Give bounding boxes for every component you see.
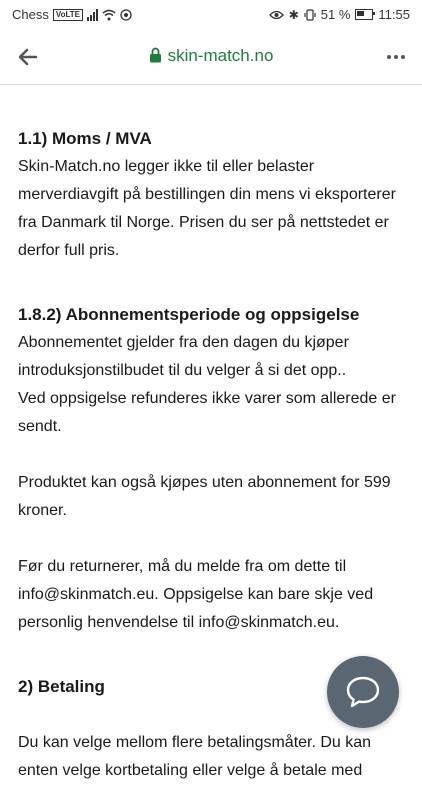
paragraph: Produktet kan også kjøpes uten abonnement for 599 kroner. [18, 474, 391, 519]
bluetooth-icon: ✱ [288, 7, 299, 22]
dot [394, 55, 398, 59]
clock: 11:55 [378, 7, 410, 22]
overflow-menu-button[interactable] [382, 43, 410, 71]
wifi-icon [102, 9, 116, 21]
url-domain: skin-match.no [167, 46, 274, 65]
paragraph: Abonnementet gjelder fra den dagen du kjøper introduksjonstilbudet til du velger å si det opp.. [18, 334, 349, 379]
section-heading: 1.8.2) Abonnementsperiode og oppsigelse [18, 305, 360, 324]
status-left [12, 7, 132, 22]
vibrate-icon [304, 9, 316, 21]
paragraph: Ved oppsigelse refunderes ikke varer som allerede er sendt. [18, 390, 396, 435]
battery-percent: 51 % [320, 7, 351, 22]
browser-toolbar [0, 30, 422, 85]
eye-icon [269, 10, 284, 20]
paragraph: Du kan velge mellom flere betalingsmåter. Du kan enten velge kortbetaling eller velge å betale med [18, 734, 372, 779]
url-field[interactable] [0, 46, 422, 66]
section-heading: 1.1) Moms / MVA [18, 129, 152, 148]
dot [387, 55, 391, 59]
carrier-name: Chess [12, 7, 49, 22]
battery-icon [355, 9, 373, 20]
paragraph: Skin-Match.no legger ikke til eller belaster merverdiavgift på bestillingen din mens vi eksporterer fra Danmark til Norge. Prisen du ser på nettstedet er derfor full pris. [18, 158, 396, 259]
dot [401, 55, 405, 59]
camera-icon [120, 9, 132, 21]
status-right [269, 7, 410, 22]
lock-icon [149, 47, 162, 63]
chat-bubble-icon [345, 675, 381, 709]
section-heading: 2) Betaling [18, 677, 105, 696]
chat-button[interactable] [327, 656, 399, 728]
volte-badge: VoLTE [53, 9, 83, 21]
signal-icon [87, 9, 98, 21]
paragraph: Før du returnerer, må du melde fra om dette til info@skinmatch.eu. Oppsigelse kan bare skje ved personlig henvendelse til info@skinmatch.eu. [18, 558, 374, 631]
status-bar [0, 0, 422, 30]
